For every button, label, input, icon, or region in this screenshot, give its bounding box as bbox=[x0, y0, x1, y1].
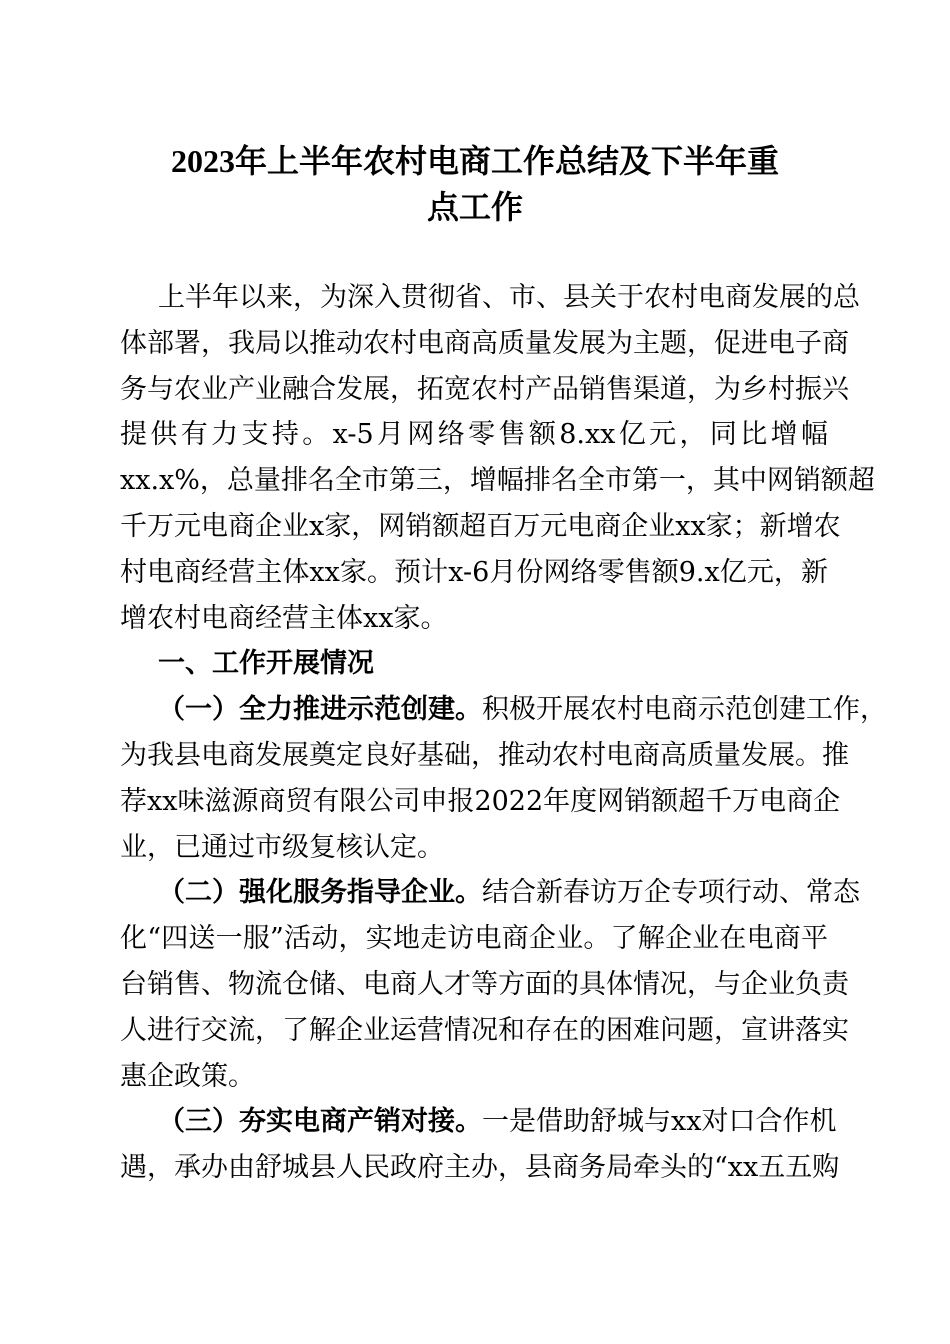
paragraph-line bbox=[120, 687, 887, 733]
document-body bbox=[120, 275, 887, 1191]
intro-line: xx.x%，总量排名全市第三，增幅排名全市第一，其中网销额超 bbox=[120, 465, 875, 497]
intro-line: 上半年以来，为深入贯彻省、市、县关于农村电商发展的总 bbox=[158, 282, 860, 313]
paragraph-line bbox=[120, 870, 860, 916]
paragraph-heading: （二）强化服务指导企业。 bbox=[158, 877, 482, 909]
section-heading: 一、工作开展情况 bbox=[158, 648, 374, 680]
paragraph-line bbox=[120, 1099, 837, 1145]
paragraph-line: 为我县电商发展奠定良好基础，推动农村电商高质量发展。推 bbox=[120, 739, 849, 771]
intro-line: 务与农业产业融合发展，拓宽农村产品销售渠道，为乡村振兴 bbox=[120, 373, 849, 405]
paragraph-line: 荐xx味滋源商贸有限公司申报2022年度网销额超千万电商企 bbox=[120, 785, 841, 817]
paragraph-line: 惠企政策。 bbox=[120, 1060, 255, 1092]
paragraph-line: 业，已通过市级复核认定。 bbox=[120, 831, 444, 863]
paragraph-line: 化“四送一服”活动，实地走访电商企业。了解企业在电商平 bbox=[120, 923, 828, 955]
paragraph-heading: （三）夯实电商产销对接。 bbox=[158, 1106, 482, 1138]
title-line-2: 点工作 bbox=[426, 189, 523, 225]
document-title bbox=[100, 138, 850, 230]
paragraph-heading: （一）全力推进示范创建。 bbox=[158, 694, 482, 726]
title-line-1: 2023年上半年农村电商工作总结及下半年重 bbox=[170, 143, 779, 179]
paragraph-text: 一是借助舒城与xx对口合作机 bbox=[482, 1106, 837, 1138]
paragraph-text: 积极开展农村电商示范创建工作， bbox=[482, 694, 887, 726]
paragraph-text: 结合新春访万企专项行动、常态 bbox=[482, 877, 860, 909]
intro-line: 村电商经营主体xx家。预计x-6月份网络零售额9.x亿元，新 bbox=[120, 556, 828, 588]
intro-line: 体部署，我局以推动农村电商高质量发展为主题，促进电子商 bbox=[120, 327, 849, 359]
paragraph-line: 人进行交流，了解企业运营情况和存在的困难问题，宣讲落实 bbox=[120, 1014, 849, 1046]
intro-line: 增农村电商经营主体xx家。 bbox=[120, 602, 448, 634]
intro-line: 千万元电商企业x家，网销额超百万元电商企业xx家；新增农 bbox=[120, 510, 841, 542]
paragraph-line: 遇，承办由舒城县人民政府主办，县商务局牵头的“xx五五购 bbox=[120, 1152, 840, 1184]
intro-line: 提供有力支持。x-5月网络零售额8.xx亿元，同比增幅 bbox=[120, 419, 828, 451]
paragraph-line: 台销售、物流仓储、电商人才等方面的具体情况，与企业负责 bbox=[120, 968, 849, 1000]
